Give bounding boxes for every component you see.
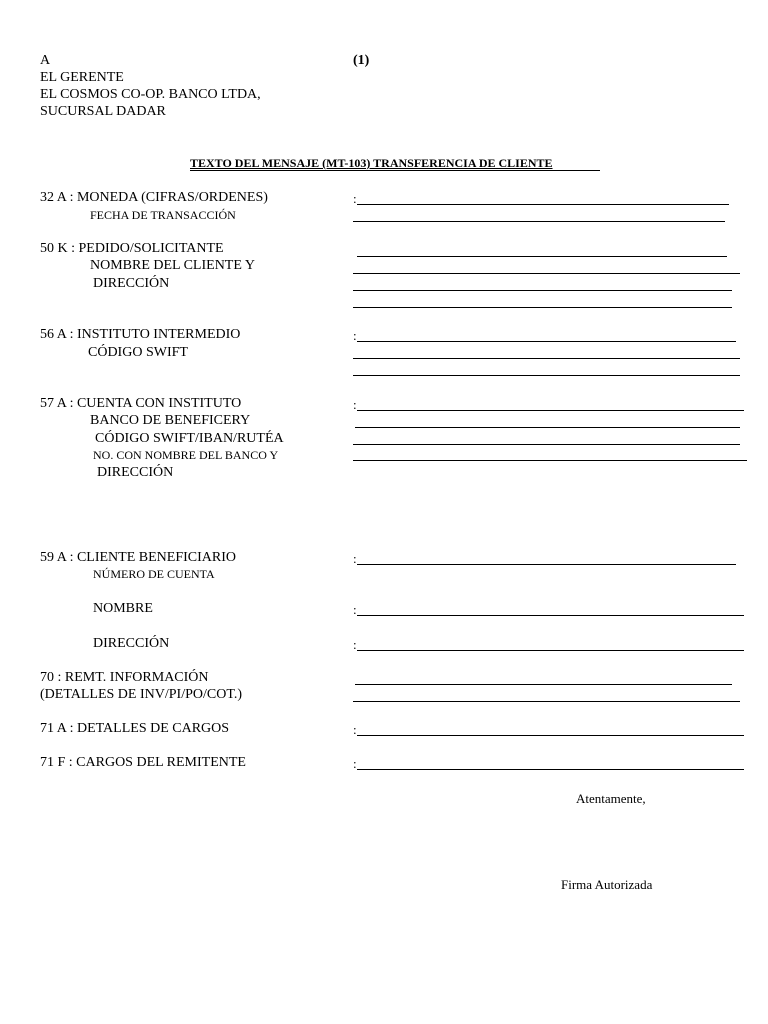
field-71f-colon: : — [353, 756, 357, 771]
field-57a-label: 57 A : CUENTA CON INSTITUTO — [40, 396, 242, 411]
field-57a-sub-3: NO. CON NOMBRE DEL BANCO Y — [93, 448, 279, 462]
field-56a-line-3[interactable] — [353, 375, 740, 376]
field-32a-label: 32 A : MONEDA (CIFRAS/ORDENES) — [40, 190, 268, 205]
page-title: TEXTO DEL MENSAJE (MT-103) TRANSFERENCIA DE CLIENTE — [190, 156, 553, 170]
field-59a-address-colon: : — [353, 637, 357, 652]
field-57a-line-2[interactable] — [355, 427, 740, 428]
field-70-label: 70 : REMT. INFORMACIÓN — [40, 670, 209, 685]
addressee-line-4: SUCURSAL DADAR — [40, 104, 166, 119]
field-59a-label: 59 A : CLIENTE BENEFICIARIO — [40, 550, 236, 565]
field-71a-label: 71 A : DETALLES DE CARGOS — [40, 721, 230, 736]
field-50k-line-1[interactable] — [357, 256, 727, 257]
field-56a-sub-1: CÓDIGO SWIFT — [88, 345, 188, 360]
field-32a-line-2[interactable] — [353, 221, 725, 222]
field-57a-line-4[interactable] — [353, 460, 747, 461]
signature: Firma Autorizada — [561, 877, 653, 892]
field-50k-sub-1: NOMBRE DEL CLIENTE Y — [90, 258, 255, 273]
addressee-line-3: EL COSMOS CO-OP. BANCO LTDA, — [40, 87, 261, 102]
field-50k-line-3[interactable] — [353, 290, 732, 291]
field-71f-label: 71 F : CARGOS DEL REMITENTE — [40, 755, 246, 770]
field-59a-name-line[interactable] — [357, 615, 744, 616]
field-59a-sub-2: NOMBRE — [93, 601, 153, 616]
field-50k-line-2[interactable] — [353, 273, 740, 274]
field-57a-sub-1: BANCO DE BENEFICERY — [90, 413, 251, 428]
field-57a-line-1[interactable] — [357, 410, 744, 411]
field-59a-sub-1: NÚMERO DE CUENTA — [93, 567, 215, 581]
field-59a-sub-3: DIRECCIÓN — [93, 636, 170, 651]
field-59a-line-1[interactable] — [357, 564, 736, 565]
addressee-line-2: EL GERENTE — [40, 70, 124, 85]
field-59a-colon: : — [353, 551, 357, 566]
field-57a-line-3[interactable] — [353, 444, 740, 445]
field-32a-sub-1: FECHA DE TRANSACCIÓN — [90, 208, 236, 222]
field-50k-line-4[interactable] — [353, 307, 732, 308]
closing: Atentamente, — [576, 791, 646, 806]
field-32a-line-1[interactable] — [357, 204, 729, 205]
field-57a-colon: : — [353, 397, 357, 412]
field-56a-colon: : — [353, 328, 357, 343]
page-marker: (1) — [353, 53, 370, 68]
field-57a-sub-2: CÓDIGO SWIFT/IBAN/RUTÉA — [95, 431, 284, 446]
field-70-line-1[interactable] — [355, 684, 732, 685]
field-56a-line-2[interactable] — [353, 358, 740, 359]
field-71f-line[interactable] — [357, 769, 744, 770]
addressee-line-1: A — [40, 53, 51, 68]
field-71a-line[interactable] — [357, 735, 744, 736]
field-50k-sub-2: DIRECCIÓN — [93, 276, 170, 291]
field-59a-address-line[interactable] — [357, 650, 744, 651]
field-71a-colon: : — [353, 722, 357, 737]
field-59a-name-colon: : — [353, 602, 357, 617]
title-underline-extension — [190, 170, 600, 171]
field-32a-colon: : — [353, 191, 357, 206]
field-70-sub-1: (DETALLES DE INV/PI/PO/COT.) — [40, 687, 242, 702]
field-56a-line-1[interactable] — [357, 341, 736, 342]
field-57a-sub-4: DIRECCIÓN — [97, 465, 174, 480]
field-50k-label: 50 K : PEDIDO/SOLICITANTE — [40, 241, 224, 256]
field-56a-label: 56 A : INSTITUTO INTERMEDIO — [40, 327, 241, 342]
field-70-line-2[interactable] — [353, 701, 740, 702]
